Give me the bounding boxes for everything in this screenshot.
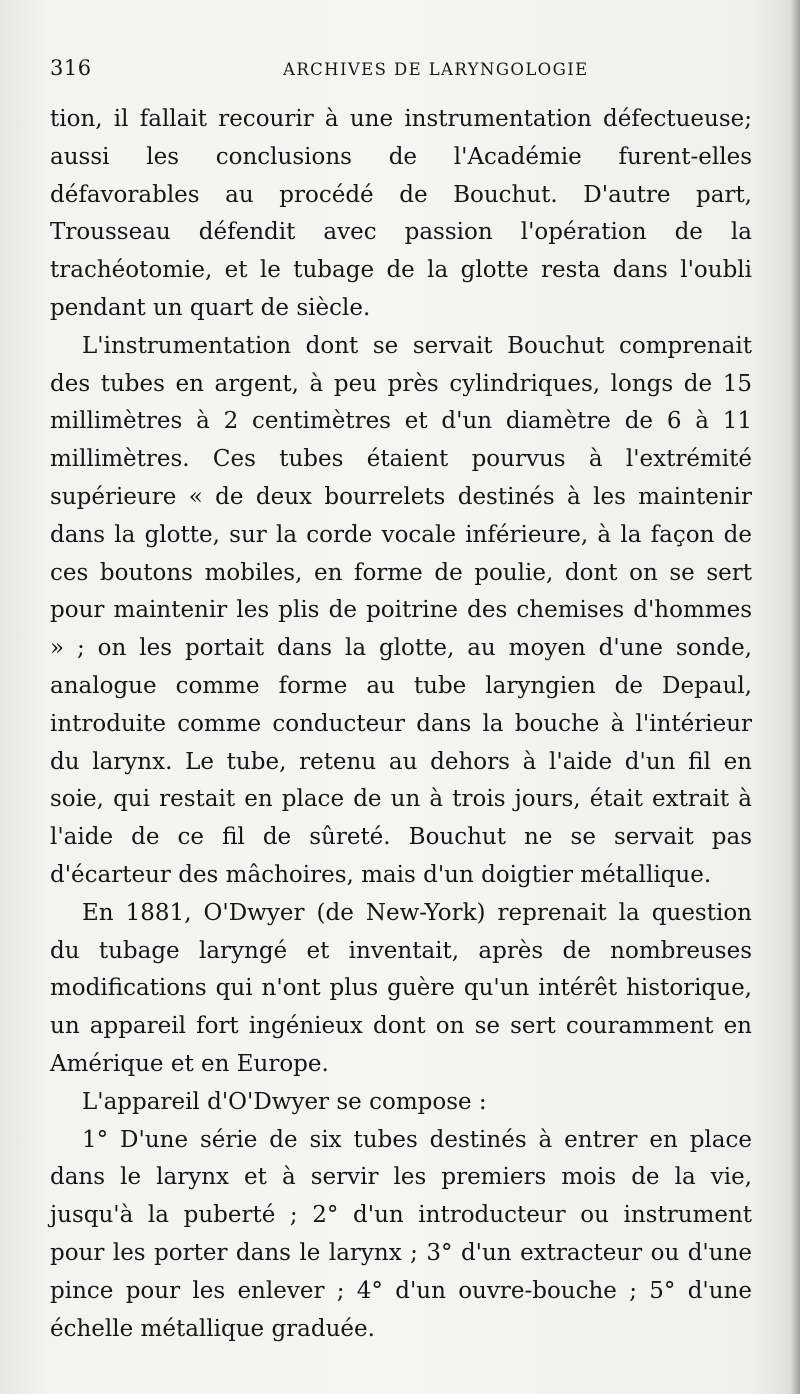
running-head: ARCHIVES DE LARYNGOLOGIE [283, 60, 589, 79]
page-number: 316 [50, 56, 92, 80]
paragraph-odwyer: En 1881, O'Dwyer (de New-York) reprenait la question du tubage laryngé et inventait, après de nombreuses modifications qui n'ont plus guère qu'un intérêt historique, un appareil fort ingénieux dont on se sert couramment en Amérique et en Europe. [50, 899, 752, 1077]
paragraph-continuation: tion, il fallait recourir à une instrumentation défectueuse; aussi les conclusions de l'Académie furent-elles défavorables au procédé de Bouchut. D'autre part, Trousseau défendit avec passion l'opération de la trachéotomie, et le tubage de la glotte resta dans l'oubli pendant un quart de siècle. [50, 106, 752, 321]
paragraph-bouchut-instruments: L'instrumentation dont se servait Bouchut comprenait des tubes en argent, à peu près cylindriques, longs de 15 millimètres à 2 centimètres et d'un diamètre de 6 à 11 millimètres. Ces tubes étaient pourvus à l'extrémité supérieure « de deux bourrelets destinés à les maintenir dans la glotte, sur la corde vocale inférieure, à la façon de ces boutons mobiles, en forme de poulie, dont on se sert pour maintenir les plis de poitrine des chemises d'hommes » ; on les portait dans la glotte, au moyen d'une sonde, analogue comme forme au tube laryngien de Depaul, introduite comme conducteur dans la bouche à l'intérieur du larynx. Le tube, retenu au dehors à l'aide d'un fil en soie, qui restait en place de un à trois jours, était extrait à l'aide de ce fil de sûreté. Bouchut ne se servait pas d'écarteur des mâchoires, mais d'un doigtier métallique. [50, 332, 752, 888]
page-header [50, 56, 750, 86]
paragraph-apparatus-intro: L'appareil d'O'Dwyer se compose : [82, 1088, 487, 1115]
body-text [50, 101, 752, 1348]
page-edge-shadow [790, 0, 800, 1394]
paragraph-apparatus-list: 1° D'une série de six tubes destinés à entrer en place dans le larynx et à servir les premiers mois de la vie, jusqu'à la puberté ; 2° d'un introducteur ou instrument pour les porter dans le larynx ; 3° d'un extracteur ou d'une pince pour les enlever ; 4° d'un ouvre-bouche ; 5° d'une échelle métallique graduée. [50, 1126, 752, 1342]
